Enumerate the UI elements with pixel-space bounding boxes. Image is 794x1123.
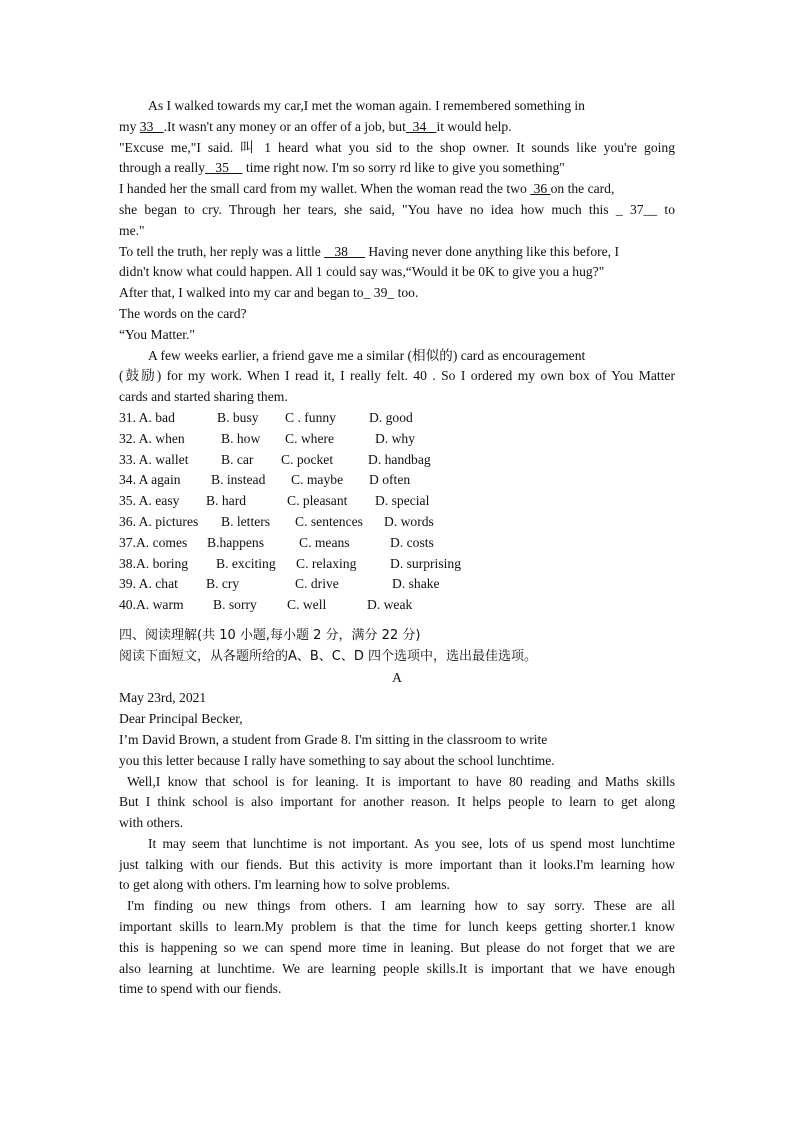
option-b: B. exciting bbox=[216, 555, 276, 571]
passage-line-13: A few weeks earlier, a friend gave me a similar (相似的) card as encouragement bbox=[148, 347, 586, 363]
option-b: B. cry bbox=[206, 576, 240, 592]
option-c: C. drive bbox=[295, 576, 339, 592]
letter-line-7: just talking with our fiends. But this activity is more important than it looks.I'm learning how bbox=[119, 856, 675, 872]
option-b: B.happens bbox=[207, 534, 265, 550]
option-b: B. hard bbox=[206, 493, 247, 509]
text: my bbox=[119, 118, 140, 134]
passage-line-7: me." bbox=[119, 222, 145, 238]
letter-line-2: you this letter because I rally have something to say about the school lunchtime. bbox=[119, 752, 555, 768]
letter-line-11: this is happening so we can spend more time in leaning. But please do not forget that we are bbox=[119, 939, 675, 955]
option-d: D often bbox=[369, 472, 411, 488]
section-spacer bbox=[119, 616, 675, 626]
part-label: A bbox=[392, 669, 402, 685]
passage-line-3: "Excuse me,"I said. 叫 1 heard what you sid to the shop owner. It sounds like you're going bbox=[119, 139, 675, 155]
passage-line-1: As I walked towards my car,I met the woman again. I remembered something in bbox=[148, 98, 585, 113]
passage-line-12: “You Matter." bbox=[119, 326, 195, 342]
letter-line-10: important skills to learn.My problem is that the time for lunch keeps getting shorter.1 know bbox=[119, 919, 675, 935]
option-d: D. weak bbox=[367, 597, 413, 613]
option-b: B. how bbox=[221, 430, 261, 446]
passage-line-2 bbox=[119, 117, 675, 138]
letter-salutation: Dear Principal Becker, bbox=[119, 711, 243, 727]
option-a: 38.A. boring bbox=[119, 555, 189, 571]
text: Having never done anything like this before, I bbox=[364, 243, 620, 259]
option-d: D. surprising bbox=[390, 555, 461, 571]
option-d: D. costs bbox=[390, 534, 434, 550]
option-d: D. good bbox=[369, 409, 413, 425]
blank-34: 34 bbox=[405, 118, 437, 134]
option-c: C. well bbox=[287, 597, 327, 613]
option-b: B. letters bbox=[221, 513, 271, 529]
blank-38: 38 bbox=[324, 243, 365, 259]
letter-line-13: time to spend with our fiends. bbox=[119, 981, 282, 997]
option-a: 32. A. when bbox=[119, 430, 185, 446]
option-b: B. sorry bbox=[213, 597, 257, 613]
text: .It wasn't any money or an offer of a job, but bbox=[163, 118, 406, 134]
text: I handed her the small card from my wallet. When the woman read the two bbox=[119, 181, 531, 197]
blank-35: 35 bbox=[205, 160, 243, 176]
option-d: D. handbag bbox=[368, 451, 431, 467]
option-d: D. words bbox=[384, 513, 434, 529]
section-instruction: 阅读下面短文，从各题所给的A、B、C、D 四个选项中，选出最佳选项。 bbox=[119, 648, 538, 664]
letter-line-5: with others. bbox=[119, 815, 184, 831]
option-c: C. means bbox=[299, 534, 350, 550]
document-page bbox=[119, 96, 675, 1000]
text: through a really bbox=[119, 160, 206, 176]
option-c: C. pocket bbox=[281, 451, 334, 467]
passage-line-6: she began to cry. Through her tears, she said, "You have no idea how much this _ 37__ to bbox=[119, 201, 675, 217]
option-row-40 bbox=[119, 595, 675, 616]
option-a: 39. A. chat bbox=[119, 576, 178, 592]
options-list bbox=[119, 408, 675, 616]
option-a: 36. A. pictures bbox=[119, 513, 199, 529]
option-b: B. car bbox=[221, 451, 254, 467]
option-a: 37.A. comes bbox=[119, 534, 188, 550]
letter-line-12: also learning at lunchtime. We are learning people skills.It is important that we have enough bbox=[119, 960, 675, 976]
option-c: C. sentences bbox=[295, 513, 363, 529]
option-c: C . funny bbox=[285, 409, 336, 425]
option-row-38 bbox=[119, 554, 675, 575]
option-row-36 bbox=[119, 512, 675, 533]
letter-line-8: to get along with others. I'm learning how to solve problems. bbox=[119, 877, 450, 893]
passage-line-10: After that, I walked into my car and began to_ 39_ too. bbox=[119, 285, 419, 301]
option-a: 34. A again bbox=[119, 472, 181, 488]
option-c: C. maybe bbox=[291, 472, 344, 488]
text: on the card, bbox=[550, 181, 615, 197]
option-d: D. shake bbox=[392, 576, 440, 592]
option-b: B. busy bbox=[217, 409, 259, 425]
letter-line-4: But I think school is also important for another reason. It helps people to learn to get along bbox=[119, 794, 675, 810]
text: To tell the truth, her reply was a little bbox=[119, 243, 325, 259]
option-d: D. special bbox=[375, 493, 430, 509]
option-a: 40.A. warm bbox=[119, 597, 184, 613]
passage-line-11: The words on the card? bbox=[119, 305, 247, 321]
passage-line-4 bbox=[119, 158, 675, 179]
option-c: C. relaxing bbox=[296, 555, 357, 571]
letter-date: May 23rd, 2021 bbox=[119, 690, 207, 706]
letter-line-9: I'm finding ou new things from others. I am learning how to say sorry. These are all bbox=[127, 898, 675, 914]
option-d: D. why bbox=[375, 430, 416, 446]
passage-line-5 bbox=[119, 179, 675, 200]
option-c: C. where bbox=[285, 430, 335, 446]
option-row-32 bbox=[119, 429, 675, 450]
option-c: C. pleasant bbox=[287, 493, 348, 509]
passage-line-15: cards and started sharing them. bbox=[119, 389, 288, 405]
option-a: 35. A. easy bbox=[119, 493, 180, 509]
passage-line-14: (鼓励) for my work. When I read it, I really felt. 40 . So I ordered my own box of You Matter bbox=[119, 368, 675, 384]
section-heading: 四、阅读理解(共 10 小题,每小题 2 分，满分 22 分) bbox=[119, 627, 421, 643]
option-a: 33. A. wallet bbox=[119, 451, 189, 467]
text: it would help. bbox=[436, 118, 512, 134]
option-a: 31. A. bad bbox=[119, 409, 175, 425]
option-row-39 bbox=[119, 574, 675, 595]
blank-33: 33 bbox=[139, 118, 164, 134]
passage-line-9: didn't know what could happen. All 1 could say was,“Would it be 0K to give you a hug?" bbox=[119, 264, 605, 280]
blank-36: 36 bbox=[530, 181, 551, 197]
option-row-37 bbox=[119, 533, 675, 554]
letter-line-1: I’m David Brown, a student from Grade 8. I'm sitting in the classroom to write bbox=[119, 731, 548, 747]
letter-line-6: It may seem that lunchtime is not important. As you see, lots of us spend most lunchtime bbox=[148, 835, 675, 851]
text: time right now. I'm so sorry rd like to give you something" bbox=[242, 160, 565, 176]
passage-line-8 bbox=[119, 242, 675, 263]
option-row-33 bbox=[119, 450, 675, 471]
letter-line-3: Well,I know that school is for leaning. It is important to have 80 reading and Maths skills bbox=[127, 773, 675, 789]
option-b: B. instead bbox=[211, 472, 266, 488]
option-row-34 bbox=[119, 470, 675, 491]
option-row-31 bbox=[119, 408, 675, 429]
option-row-35 bbox=[119, 491, 675, 512]
